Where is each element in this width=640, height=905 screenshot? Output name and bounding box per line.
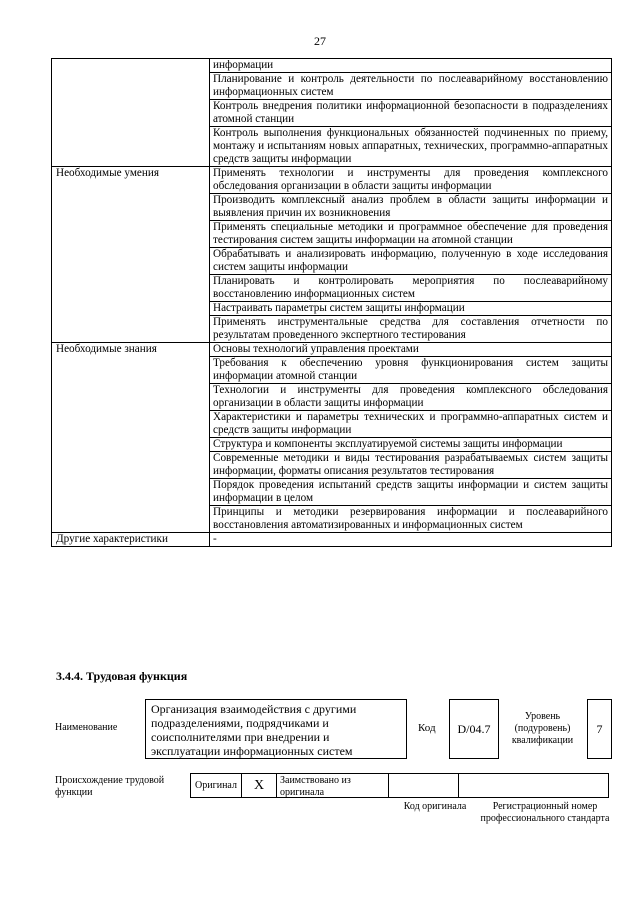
level-label: Уровень (подуровень) квалификации bbox=[511, 711, 574, 746]
function-code-box: D/04.7 bbox=[449, 699, 499, 759]
original-cell: Оригинал bbox=[190, 773, 242, 798]
origin-row bbox=[190, 773, 612, 798]
row-label: Необходимые умения bbox=[52, 167, 210, 343]
row-value: Структура и компоненты эксплуатируемой системы защиты информации bbox=[210, 438, 612, 452]
row-label: Необходимые знания bbox=[52, 343, 210, 533]
registration-caption: Регистрационный номер профессионального стандарта bbox=[480, 801, 610, 824]
origin-label: Происхождение трудовой функции bbox=[55, 775, 165, 798]
row-value: Требования к обеспечению уровня функционирования систем защиты информации атомной станции bbox=[210, 357, 612, 384]
row-value: Контроль внедрения политики информационной безопасности в подразделениях атомной станции bbox=[210, 100, 612, 127]
row-value: Контроль выполнения функциональных обязанностей подчиненных по приему, монтажу и испытаниям новых аппаратных, технических, программно-аппаратных средств защиты информации bbox=[210, 127, 612, 167]
row-value: Планировать и контролировать мероприятия по послеаварийному восстановлению информационных систем bbox=[210, 275, 612, 302]
row-value: Настраивать параметры систем защиты информации bbox=[210, 302, 612, 316]
row-value: - bbox=[210, 533, 612, 547]
original-mark: X bbox=[241, 773, 277, 798]
table-row bbox=[52, 59, 612, 73]
row-value: Принципы и методики резервирования информации и послеаварийного восстановления автоматизированных и информационных систем bbox=[210, 506, 612, 533]
origin-code-cell bbox=[388, 773, 459, 798]
row-value: Характеристики и параметры технических и программно-аппаратных систем и средств защиты информации bbox=[210, 411, 612, 438]
row-value: Порядок проведения испытаний средств защиты информации и систем защиты информации в целом bbox=[210, 479, 612, 506]
requirements-table bbox=[51, 58, 612, 547]
table-row bbox=[52, 343, 612, 357]
section-title: 3.4.4. Трудовая функция bbox=[56, 669, 188, 683]
function-name-box: Организация взаимодействия с другими подразделениями, подрядчиками и соисполнителями при внедрении и эксплуатации информационных систем bbox=[145, 699, 407, 759]
borrowed-cell: Заимствовано из оригинала bbox=[276, 773, 389, 798]
row-value: Планирование и контроль деятельности по послеаварийному восстановлению информационных систем bbox=[210, 73, 612, 100]
table-row bbox=[52, 533, 612, 547]
code-caption: Код оригинала bbox=[403, 801, 467, 812]
row-value: Современные методики и виды тестирования разрабатываемых систем защиты информации, форматы описания результатов тестирования bbox=[210, 452, 612, 479]
table-row bbox=[52, 167, 612, 194]
row-value: Производить комплексный анализ проблем в области защиты информации и выявления причин их возникновения bbox=[210, 194, 612, 221]
row-value: Применять технологии и инструменты для проведения комплексного обследования организации в области защиты информации bbox=[210, 167, 612, 194]
row-label bbox=[52, 59, 210, 167]
name-label: Наименование bbox=[55, 722, 118, 733]
code-label: Код bbox=[418, 722, 436, 734]
row-value: информации bbox=[210, 59, 612, 73]
row-value: Применять инструментальные средства для составления отчетности по результатам проведенного экспертного тестирования bbox=[210, 316, 612, 343]
row-value: Технологии и инструменты для проведения комплексного обследования организации в области защиты информации bbox=[210, 384, 612, 411]
row-value: Применять специальные методики и программное обеспечение для проведения тестирования систем защиты информации на атомной станции bbox=[210, 221, 612, 248]
row-label: Другие характеристики bbox=[52, 533, 210, 547]
row-value: Обрабатывать и анализировать информацию, полученную в ходе исследования систем защиты информации bbox=[210, 248, 612, 275]
registration-number-cell bbox=[458, 773, 609, 798]
row-value: Основы технологий управления проектами bbox=[210, 343, 612, 357]
level-box: 7 bbox=[587, 699, 612, 759]
page-number: 27 bbox=[314, 34, 326, 48]
